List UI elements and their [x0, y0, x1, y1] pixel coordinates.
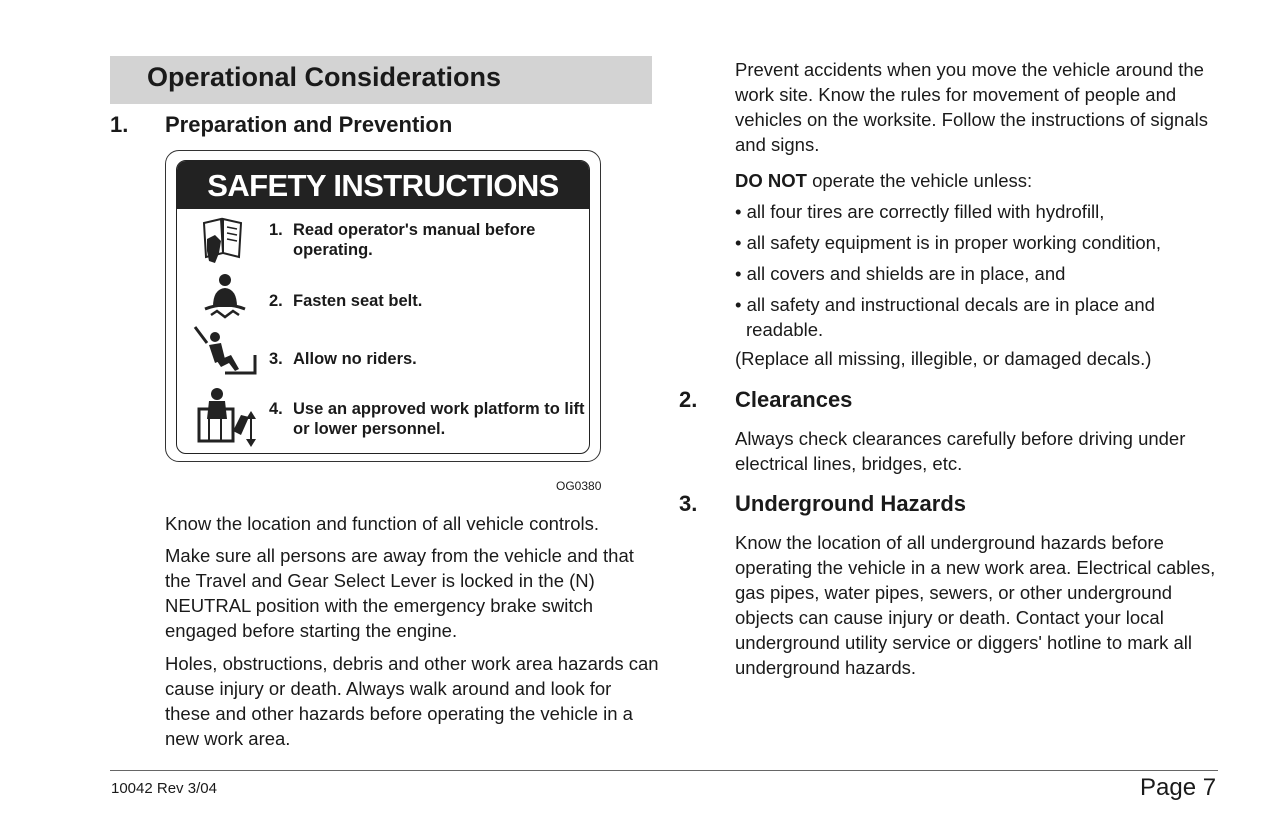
decal-item-4	[269, 399, 585, 441]
no-riders-icon	[191, 325, 259, 383]
paragraph-persons-away: Make sure all persons are away from the vehicle and that the Travel and Gear Select Lever is locked in the (N) NEUTRAL position with the emergency brake switch engaged before starting the engine.	[165, 545, 634, 641]
section-number-preparation: 1.	[110, 112, 129, 137]
safety-decal	[176, 160, 590, 454]
decal-item-1	[269, 220, 579, 262]
decal-item-number: 1.	[269, 221, 283, 239]
heading-underground: Underground Hazards	[735, 491, 967, 516]
section-title: Operational Considerations	[147, 62, 502, 92]
decal-code: OG0380	[556, 479, 602, 493]
seat-belt-icon	[203, 273, 247, 319]
decal-item-2	[269, 291, 579, 313]
paragraph-prevent-accidents: Prevent accidents when you move the vehicle around the work site. Know the rules for movement of people and vehicles on the worksite. Follow the instructions of signals and signs.	[735, 59, 1208, 155]
paragraph-underground: Know the location of all underground hazards before operating the vehicle in a new work area. Electrical cables, gas pipes, water pipes, sewers, or other underground objects can cause injury or death. Contact your local underground utility service or diggers' hotline to mark all underground hazards.	[735, 532, 1216, 678]
decal-item-3	[269, 349, 579, 371]
do-not-text: operate the vehicle unless:	[806, 170, 1033, 191]
bullet-item: • all four tires are correctly filled with hydrofill,	[735, 201, 1105, 222]
do-not-emphasis: DO NOT	[735, 170, 807, 191]
decal-item-number: 4.	[269, 400, 283, 418]
replace-decals-note: (Replace all missing, illegible, or damaged decals.)	[735, 348, 1152, 369]
heading-preparation: Preparation and Prevention	[165, 112, 453, 137]
section-number-clearances: 2.	[679, 387, 698, 412]
bullet-item: • all safety equipment is in proper working condition,	[735, 232, 1162, 253]
decal-item-text: Use an approved work platform to lift or lower personnel.	[293, 400, 585, 438]
manual-icon	[201, 217, 245, 265]
page-number: Page 7	[1140, 774, 1217, 801]
paragraph-clearances: Always check clearances carefully before driving under electrical lines, bridges, etc.	[735, 428, 1186, 474]
bullet-item: • all safety and instructional decals are in place and readable.	[735, 294, 1155, 340]
work-platform-icon	[195, 385, 261, 451]
decal-item-text: Allow no riders.	[293, 350, 417, 368]
decal-item-text: Read operator's manual before operating.	[293, 221, 536, 259]
heading-clearances: Clearances	[735, 387, 853, 412]
footer-divider	[110, 770, 1218, 771]
decal-item-number: 2.	[269, 292, 283, 310]
safety-decal-header: SAFETY INSTRUCTIONS	[177, 161, 589, 209]
bullet-item: • all covers and shields are in place, and	[735, 263, 1066, 284]
section-number-underground: 3.	[679, 491, 698, 516]
decal-item-text: Fasten seat belt.	[293, 292, 423, 310]
paragraph-controls: Know the location and function of all vehicle controls.	[165, 513, 599, 534]
do-not-line	[735, 168, 1225, 193]
decal-item-number: 3.	[269, 350, 283, 368]
document-revision: 10042 Rev 3/04	[111, 780, 217, 797]
paragraph-hazards: Holes, obstructions, debris and other work area hazards can cause injury or death. Always walk around and look for these and other hazards before operating the vehicle in a new work area.	[165, 653, 659, 749]
